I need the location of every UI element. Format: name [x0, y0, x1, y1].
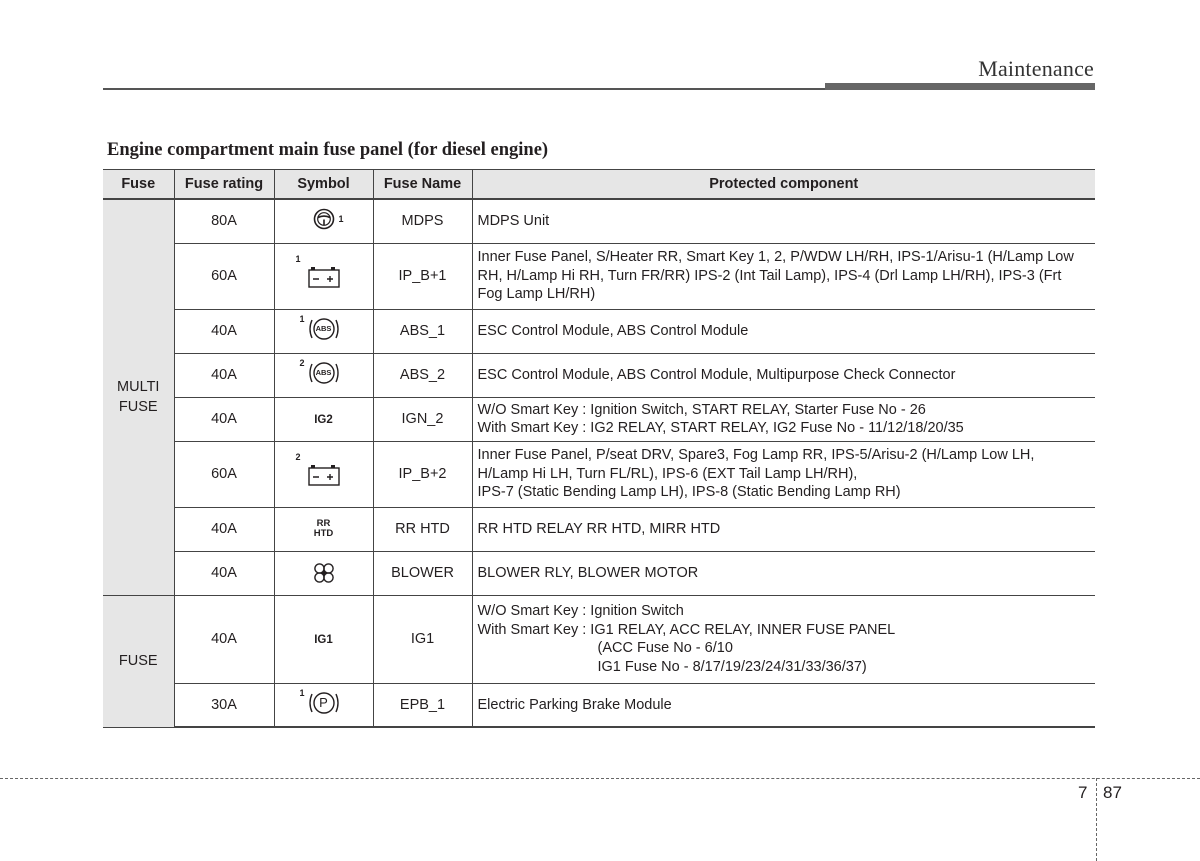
footer-rule [0, 778, 1200, 779]
fuse-rating: 30A [174, 683, 274, 727]
protected-component: MDPS Unit [472, 199, 1095, 243]
protected-component: ESC Control Module, ABS Control Module [472, 309, 1095, 353]
table-row [103, 309, 1095, 353]
fuse-name: IGN_2 [373, 397, 472, 441]
protected-component [472, 441, 1095, 507]
col-header-symbol: Symbol [274, 170, 373, 200]
table-row [103, 199, 1095, 243]
group-label: MULTI FUSE [117, 379, 160, 416]
symbol-cell [274, 551, 373, 595]
ig2-label: IG2 [314, 414, 333, 426]
table-row [103, 243, 1095, 309]
fuse-name: IG1 [373, 595, 472, 683]
symbol-cell [274, 397, 373, 441]
protected-component: Electric Parking Brake Module [472, 683, 1095, 727]
fuse-name: EPB_1 [373, 683, 472, 727]
fuse-rating: 60A [174, 441, 274, 507]
fuse-rating: 40A [174, 397, 274, 441]
table-row [103, 595, 1095, 683]
component-line: With Smart Key : IG1 RELAY, ACC RELAY, INNER FUSE PANEL [477, 621, 896, 638]
group-fuse [103, 595, 174, 727]
symbol-cell [274, 353, 373, 397]
group-label: FUSE [118, 653, 158, 669]
footer-divider [1096, 778, 1097, 861]
col-header-component: Protected component [472, 170, 1095, 200]
symbol-cell [274, 243, 373, 309]
component-line: Inner Fuse Panel, P/seat DRV, Spare3, Fog Lamp RR, IPS-5/Arisu-2 (H/Lamp Low LH, H/Lamp Hi LH, Turn FL/RL), IPS-6 (EXT Tail Lamp LH/RH), [477, 447, 1035, 482]
component-line: IG1 Fuse No - 8/17/19/23/24/31/33/36/37) [597, 658, 867, 675]
protected-component: RR HTD RELAY RR HTD, MIRR HTD [472, 507, 1095, 551]
protected-component [472, 595, 1095, 683]
chapter-number: 7 [1078, 783, 1088, 802]
fuse-rating: 40A [174, 551, 274, 595]
abs-icon: 2 ABS [307, 361, 341, 389]
steering-wheel-icon: 1 [313, 208, 335, 234]
page-number: 87 [1103, 783, 1122, 802]
fuse-name: MDPS [373, 199, 472, 243]
fuse-table [103, 169, 1095, 728]
table-row [103, 353, 1095, 397]
col-header-fuse: Fuse [103, 170, 174, 200]
fuse-rating: 40A [174, 353, 274, 397]
fan-icon [313, 562, 335, 584]
fuse-rating: 40A [174, 507, 274, 551]
fuse-name: IP_B+2 [373, 441, 472, 507]
symbol-cell [274, 441, 373, 507]
parking-brake-icon: 1 P [307, 691, 341, 719]
symbol-cell [274, 199, 373, 243]
protected-component: Inner Fuse Panel, S/Heater RR, Smart Key 1, 2, P/WDW LH/RH, IPS-1/Arisu-1 (H/Lamp Low RH, H/Lamp Hi RH, Turn FR/RR) IPS-2 (Int Tail Lamp), IPS-4 (Drl Lamp LH/RH), IPS-3 (Frt Fog Lamp LH/RH) [472, 243, 1095, 309]
protected-component [472, 397, 1095, 441]
section-title: Engine compartment main fuse panel (for diesel engine) [107, 140, 549, 160]
component-line: W/O Smart Key : Ignition Switch [477, 603, 684, 619]
fuse-rating: 80A [174, 199, 274, 243]
fuse-name: ABS_1 [373, 309, 472, 353]
symbol-cell [274, 507, 373, 551]
table-row [103, 683, 1095, 727]
col-header-rating: Fuse rating [174, 170, 274, 200]
battery-icon: 1 [308, 260, 340, 292]
fuse-name: BLOWER [373, 551, 472, 595]
fuse-name: ABS_2 [373, 353, 472, 397]
component-line: With Smart Key : IG2 RELAY, START RELAY, IG2 Fuse No - 11/12/18/20/35 [477, 420, 964, 436]
component-line: W/O Smart Key : Ignition Switch, START RELAY, Starter Fuse No - 26 [477, 401, 926, 418]
header-rule-accent [825, 83, 1095, 90]
fuse-rating: 40A [174, 309, 274, 353]
fuse-rating: 60A [174, 243, 274, 309]
abs-icon: 1 ABS [307, 317, 341, 345]
rr-htd-label: RR HTD [313, 517, 334, 539]
col-header-name: Fuse Name [373, 170, 472, 200]
group-multi-fuse [103, 199, 174, 595]
component-line: (ACC Fuse No - 6/10 [597, 640, 733, 656]
protected-component: ESC Control Module, ABS Control Module, Multipurpose Check Connector [472, 353, 1095, 397]
ig1-label: IG1 [314, 634, 333, 646]
symbol-cell [274, 595, 373, 683]
battery-icon: 2 [308, 458, 340, 490]
table-row [103, 441, 1095, 507]
running-header-title: Maintenance [978, 56, 1094, 81]
fuse-name: RR HTD [373, 507, 472, 551]
table-row [103, 551, 1095, 595]
protected-component: BLOWER RLY, BLOWER MOTOR [472, 551, 1095, 595]
table-header-row [103, 170, 1095, 200]
table-row [103, 397, 1095, 441]
symbol-cell [274, 683, 373, 727]
table-row [103, 507, 1095, 551]
fuse-name: IP_B+1 [373, 243, 472, 309]
component-line: IPS-7 (Static Bending Lamp LH), IPS-8 (Static Bending Lamp RH) [477, 484, 901, 501]
symbol-cell [274, 309, 373, 353]
fuse-rating: 40A [174, 595, 274, 683]
